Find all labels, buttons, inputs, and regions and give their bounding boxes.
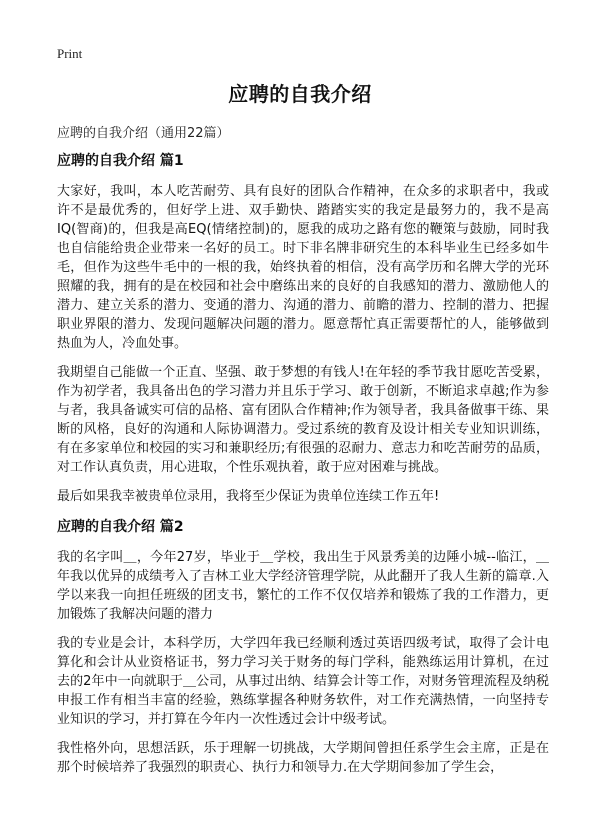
paragraph: 我的名字叫＿，今年27岁，毕业于＿学校，我出生于风景秀美的边陲小城--临江，＿年我以优异的成绩考入了吉林工业大学经济管理学院，从此翻开了我人生新的篇章.入学以来我一向担任班级的团支书，繁忙的工作不仅仅培养和锻炼了我的工作潜力，更加锻炼了我解决问题的潜力	[57, 550, 549, 622]
document-body	[57, 152, 549, 787]
print-link[interactable]: Print	[57, 46, 83, 61]
section-2	[57, 518, 549, 777]
document-subtitle: 应聘的自我介绍（通用22篇）	[57, 126, 230, 141]
paragraph: 我的专业是会计，本科学历，大学四年我已经顺利透过英语四级考试，取得了会计电算化和会计从业资格证书，努力学习关于财务的每门学科，能熟练运用计算机，在过去的2年中一向就职于＿公司，从事过出纳、结算会计等工作，对财务管理流程及纳税申报工作有相当丰富的经验，熟练掌握各种财务软件，对工作充满热情，一向坚持专业知识的学习，并打算在今年内一次性透过会计中级考试。	[57, 636, 549, 727]
section-heading: 应聘的自我介绍 篇2	[57, 519, 184, 535]
document-title: 应聘的自我介绍	[228, 82, 372, 106]
paragraph: 我期望自己能做一个正直、坚强、敢于梦想的有钱人!在年轻的季节我甘愿吃苦受累，作为初学者，我具备出色的学习潜力并且乐于学习、敢于创新，不断追求卓越;作为参与者，我具备诚实可信的品格、富有团队合作精神;作为领导者，我具备做事干练、果断的风格，良好的沟通和人际协调潜力。受过系统的教育及设计相关专业知识训练，有在多家单位和校园的实习和兼职经历;有很强的忍耐力、意志力和吃苦耐劳的品质，对工作认真负责，用心进取，个性乐观执着，敢于应对困难与挑战。	[57, 365, 549, 475]
section-heading: 应聘的自我介绍 篇1	[57, 153, 184, 169]
paragraph: 最后如果我幸被贵单位录用，我将至少保证为贵单位连续工作五年!	[57, 489, 440, 504]
section-1	[57, 152, 549, 506]
paragraph: 我性格外向，思想活跃，乐于理解一切挑战，大学期间曾担任系学生会主席，正是在那个时候培养了我强烈的职责心、执行力和领导力.在大学期间参加了学生会，	[57, 741, 549, 775]
paragraph: 大家好，我叫，本人吃苦耐劳、具有良好的团队合作精神，在众多的求职者中，我或许不是最优秀的，但好学上进、双手勤快、踏踏实实的我定是最努力的，我不是高IQ(智商)的，但我是高EQ(情绪控制)的，愿我的成功之路有您的鞭策与鼓励，同时我也自信能给贵企业带来一名好的员工。时下非名牌非研究生的本科毕业生已经多如牛毛，但作为这些牛毛中的一根的我，始终执着的相信，没有高学历和名牌大学的光环照耀的我，拥有的是在校园和社会中磨练出来的良好的自我感知的潜力、激励他人的潜力、建立关系的潜力、变通的潜力、沟通的潜力、前瞻的潜力、控制的潜力、把握职业界限的潜力、发现问题解决问题的潜力。愿意帮忙真正需要帮忙的人，能够做到热血为人，冷血处事。	[57, 184, 549, 351]
